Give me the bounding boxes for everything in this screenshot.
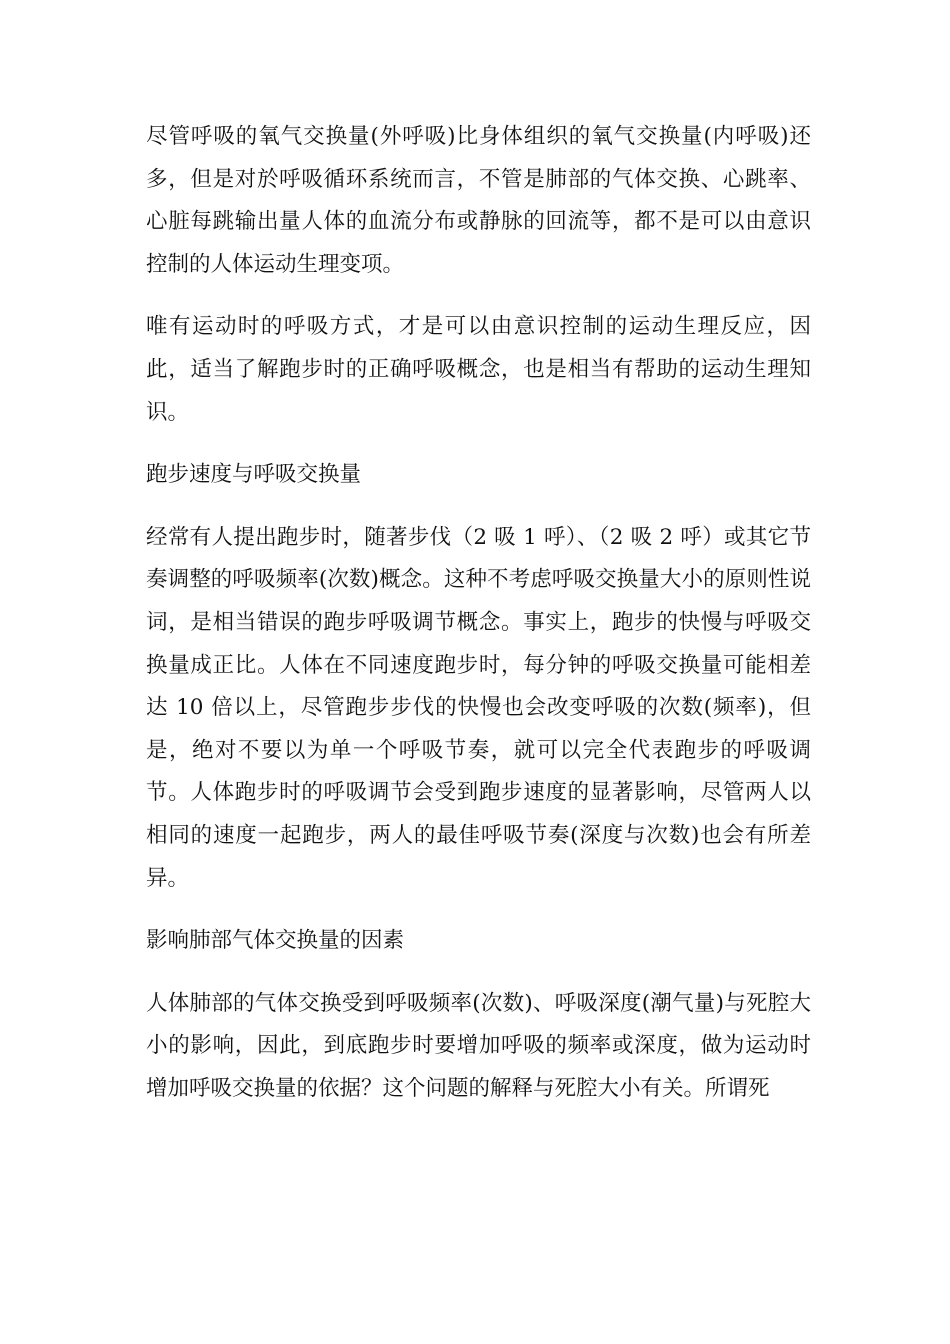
paragraph-oxygen-exchange: 尽管呼吸的氧气交换量(外呼吸)比身体组织的氧气交换量(内呼吸)还多，但是对於呼吸循环系统而言，不管是肺部的气体交换、心跳率、心脏每跳输出量人体的血流分布或静脉的回流等，都不是可以由意识控制的人体运动生理变项。: [146, 124, 811, 277]
paragraph-breathing-method: 唯有运动时的呼吸方式，才是可以由意识控制的运动生理反应，因此，适当了解跑步时的正确呼吸概念，也是相当有帮助的运动生理知识。: [146, 314, 811, 425]
section-heading-running-speed: 跑步速度与呼吸交换量: [146, 462, 362, 488]
paragraph-breathing-rhythm: 经常有人提出跑步时，随著步伐（2 吸 1 呼）、（2 吸 2 呼）或其它节奏调整的呼吸频率(次数)概念。这种不考虑呼吸交换量大小的原则性说词，是相当错误的跑步呼吸调节概念。事实上，跑步的快慢与呼吸交换量成正比。人体在不同速度跑步时，每分钟的呼吸交换量可能相差达 10 倍以上，尽管跑步步伐的快慢也会改变呼吸的次数(频率)，但是，绝对不要以为单一个呼吸节奏，就可以完全代表跑步的呼吸调节。人体跑步时的呼吸调节会受到跑步速度的显著影响，尽管两人以相同的速度一起跑步，两人的最佳呼吸节奏(深度与次数)也会有所差异。: [146, 524, 811, 891]
paragraph-lung-gas-exchange: 人体肺部的气体交换受到呼吸频率(次数)、呼吸深度(潮气量)与死腔大小的影响，因此，到底跑步时要增加呼吸的频率或深度，做为运动时增加呼吸交换量的依据？这个问题的解释与死腔大小有关。所谓死: [146, 990, 811, 1101]
section-heading-lung-factors: 影响肺部气体交换量的因素: [146, 928, 405, 954]
document-page: [146, 116, 811, 1130]
